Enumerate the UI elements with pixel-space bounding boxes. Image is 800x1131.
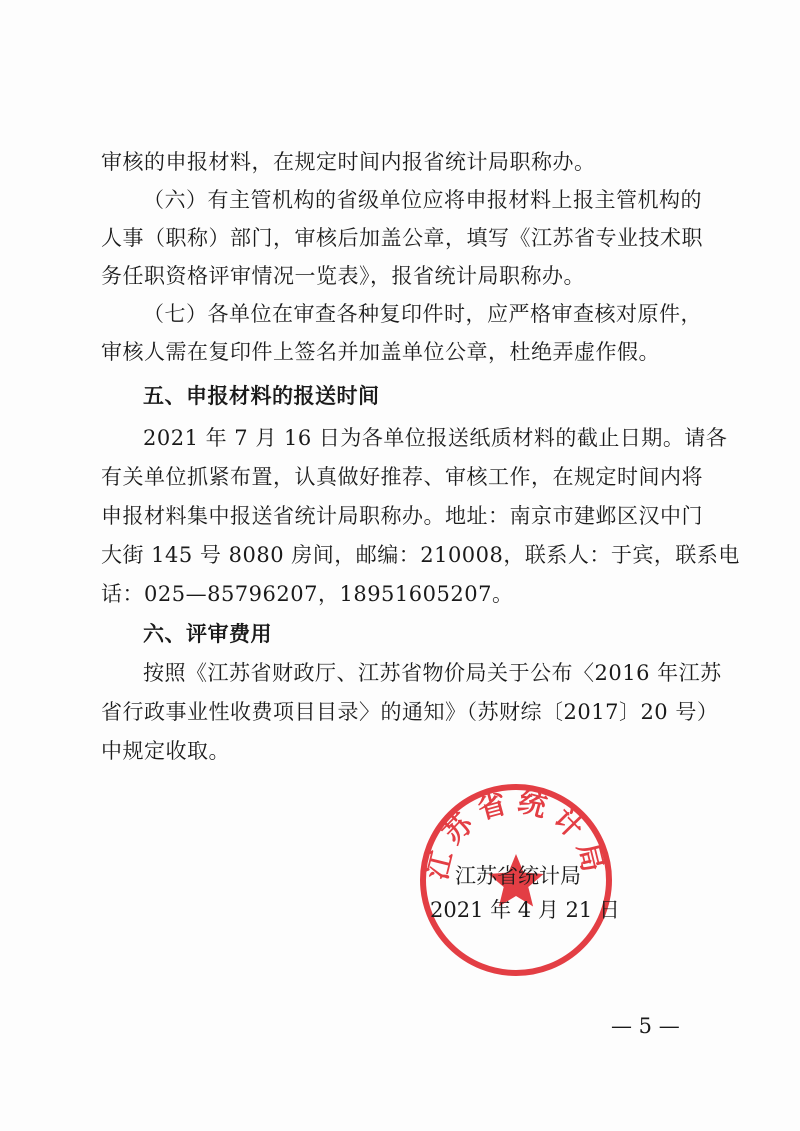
body-line: 申报材料集中报送省统计局职称办。地址：南京市建邺区汉中门 (101, 504, 703, 528)
signature-date: 2021 年 4 月 21 日 (430, 898, 620, 922)
section-heading: 六、评审费用 (143, 621, 272, 646)
body-line: 审核人需在复印件上签名并加盖单位公章，杜绝弄虚作假。 (101, 340, 660, 364)
signature-org: 江苏省统计局 (455, 864, 581, 888)
body-line: 话：025—85796207，18951605207。 (101, 582, 514, 606)
body-line: 省行政事业性收费项目目录〉的通知》（苏财综〔2017〕20 号） (101, 700, 719, 724)
body-line: 中规定收取。 (101, 739, 230, 763)
body-line: 人事（职称）部门，审核后加盖公章，填写《江苏省专业技术职 (101, 226, 703, 250)
body-line: 审核的申报材料，在规定时间内报省统计局职称办。 (101, 150, 596, 174)
svg-text:江苏省统计局: 江苏省统计局 (420, 784, 612, 883)
body-line: 有关单位抓紧布置，认真做好推荐、审核工作，在规定时间内将 (101, 465, 703, 489)
section-heading: 五、申报材料的报送时间 (143, 383, 380, 408)
page-number: — 5 — (611, 1014, 680, 1038)
body-line: 按照《江苏省财政厅、江苏省物价局关于公布〈2016 年江苏 (143, 661, 722, 685)
body-line: 务任职资格评审情况一览表》，报省统计局职称办。 (101, 264, 585, 288)
body-line: （六）有主管机构的省级单位应将申报材料上报主管机构的 (143, 188, 702, 212)
body-line: （七）各单位在审查各种复印件时，应严格审查核对原件， (143, 302, 702, 326)
body-line: 大街 145 号 8080 房间，邮编：210008，联系人：于宾，联系电 (101, 543, 740, 567)
body-line: 2021 年 7 月 16 日为各单位报送纸质材料的截止日期。请各 (143, 426, 728, 450)
